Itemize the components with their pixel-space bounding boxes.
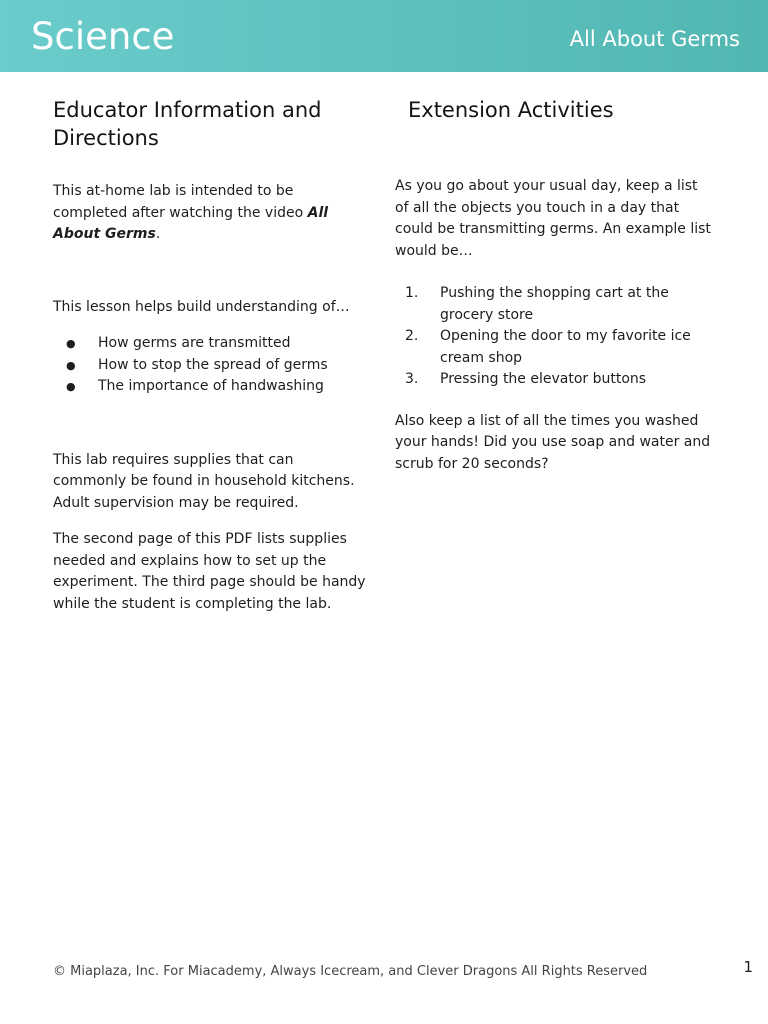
intro-text: This at-home lab is intended to be completed after watching the video: [53, 183, 308, 221]
list-item: [395, 369, 715, 391]
item-number: 1.: [405, 285, 419, 301]
learning-goals-list: [53, 333, 371, 398]
lesson-intro: This lesson helps build understanding of…: [53, 298, 350, 315]
header-banner: [0, 0, 768, 72]
extension-intro: As you go about your usual day, keep a list of all the objects you touch in a day that could be transmitting germs. An example list would be…: [395, 178, 711, 259]
topic-title: All About Germs: [569, 27, 740, 51]
handwashing-paragraph: Also keep a list of all the times you washed your hands! Did you use soap and water and scrub for 20 seconds?: [395, 412, 711, 472]
bullet-text: The importance of handwashing: [98, 378, 324, 394]
bullet-text: How germs are transmitted: [98, 335, 291, 351]
bullet-text: How to stop the spread of germs: [98, 356, 328, 373]
pdf-paragraph: The second page of this PDF lists supplies needed and explains how to set up the experiment. The third page should be handy while the student is completing the lab.: [53, 531, 366, 612]
copyright-footer: © Miaplaza, Inc. For Miacademy, Always Icecream, and Clever Dragons All Rights Reserved: [53, 964, 648, 979]
item-number: 3.: [405, 371, 419, 387]
supplies-paragraph: This lab requires supplies that can commonly be found in household kitchens. Adult supervision may be required.: [53, 451, 355, 511]
intro-end: .: [155, 226, 161, 242]
item-number: 2.: [405, 328, 419, 344]
item-text: Pushing the shopping cart at the grocery store: [440, 285, 669, 323]
subject-title: Science: [31, 15, 175, 58]
list-item: [53, 376, 371, 398]
example-list: [395, 283, 715, 391]
item-text: Opening the door to my favorite ice cream shop: [440, 328, 691, 366]
list-item: [53, 355, 371, 377]
list-item: [395, 283, 715, 326]
item-text: Pressing the elevator buttons: [440, 371, 647, 387]
intro-paragraph: [53, 181, 371, 246]
video-title: All About Germs: [53, 204, 329, 242]
page-number: 1: [743, 958, 753, 976]
extension-heading: Extension Activities: [408, 98, 614, 122]
educator-heading: Educator Information and Directions: [53, 98, 322, 150]
list-item: [53, 333, 371, 355]
list-item: [395, 326, 715, 369]
extension-activities-column: [395, 96, 715, 475]
educator-info-column: [53, 96, 371, 615]
